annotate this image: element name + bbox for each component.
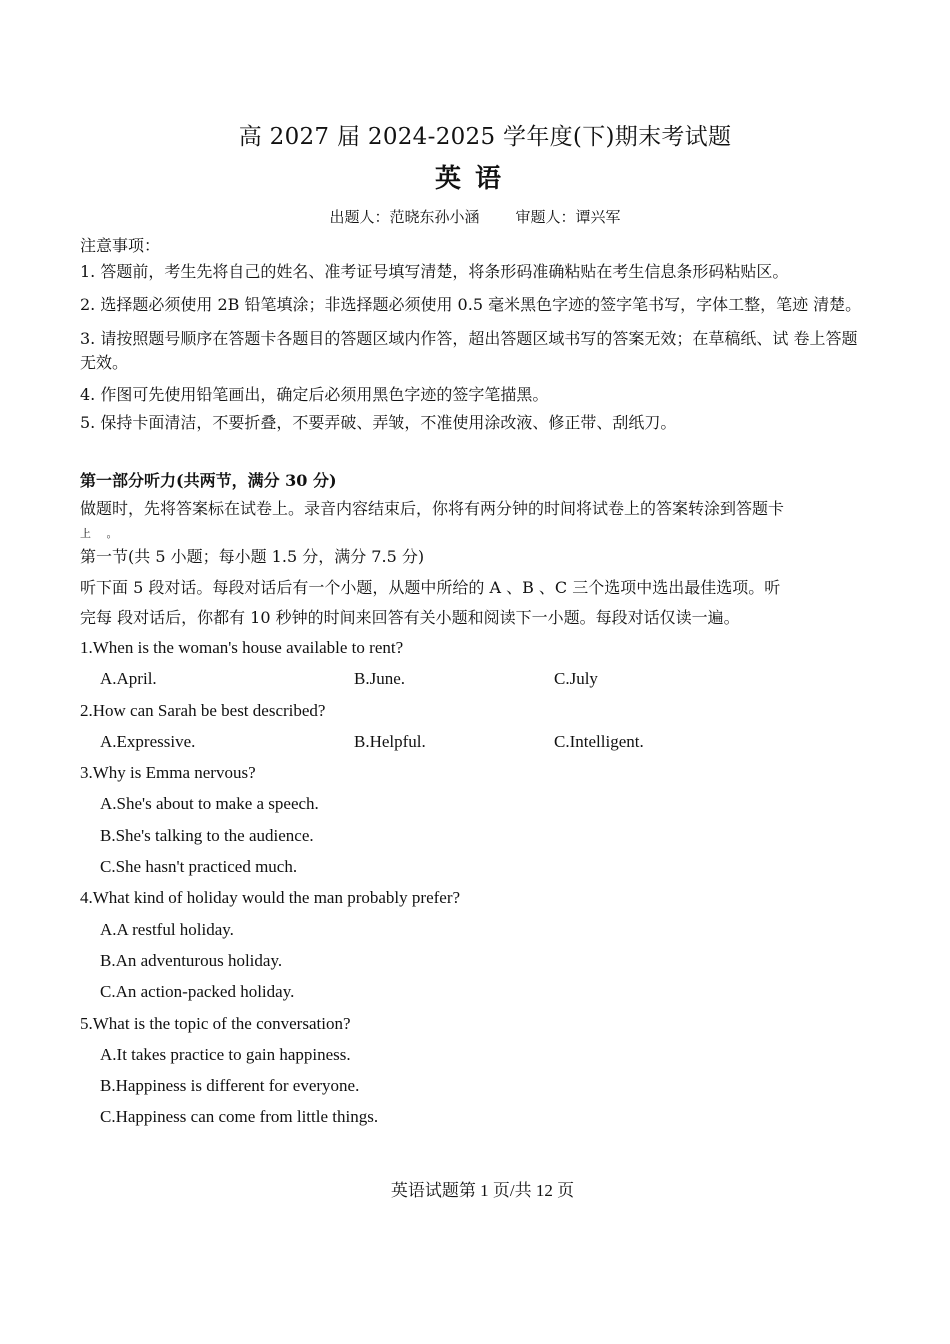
option-b: B.Happiness is different for everyone. [100, 1076, 360, 1096]
question-stem: 4.What kind of holiday would the man probably prefer? [80, 888, 461, 908]
question-stem: 2.How can Sarah be best described? [80, 700, 326, 720]
option-c: C.She hasn't practiced much. [100, 857, 298, 877]
subject-title: 英语 [434, 164, 515, 194]
options-row [80, 726, 870, 757]
question-4 [80, 882, 870, 1007]
option-b: B.She's talking to the audience. [100, 825, 314, 845]
option-c: C.An action-packed holiday. [100, 982, 295, 1002]
part1-instruction-tail-line [80, 523, 870, 543]
question-3 [80, 757, 870, 882]
notice-item-2: 2. 选择题必须使用 2B 铅笔填涂；非选择题必须使用 0.5 毫米黑色字迹的签字笔书写，字体工整，笔迹 清楚。 [80, 295, 862, 314]
option-c: C.Intelligent. [554, 731, 644, 751]
page-footer: 英语试题第 1 页/共 12 页 [390, 1181, 575, 1200]
options-row [80, 663, 870, 694]
section1-instruction-1: 听下面 5 段对话。每段对话后有一个小题，从题中所给的 A 、B 、C 三个选项中选出最佳选项。听 [80, 578, 781, 597]
question-5 [80, 1008, 870, 1133]
part1-instruction-tail: 上 。 [80, 527, 124, 540]
option-b: B.An adventurous holiday. [100, 950, 283, 970]
option-a: A.She's about to make a speech. [100, 794, 319, 814]
notice-heading: 注意事项： [80, 236, 161, 255]
question-1 [80, 632, 870, 695]
part1-instruction [80, 495, 870, 523]
notice-item-1: 1. 答题前，考生先将自己的姓名、准考证号填写清楚，将条形码准确粘贴在考生信息条形码粘贴区。 [80, 262, 789, 281]
question-2 [80, 695, 870, 758]
exam-body [80, 234, 870, 1133]
exam-title: 高 2027 届 2024-2025 学年度(下)期末考试题 [238, 124, 732, 150]
setters-text: 出题人：范晓东孙小涵 [329, 208, 480, 226]
question-stem: 5.What is the topic of the conversation? [80, 1013, 351, 1033]
option-b: B.Helpful. [354, 731, 426, 751]
reviewer-text: 审题人：谭兴军 [515, 208, 621, 226]
option-b: B.June. [354, 669, 405, 689]
option-c: C.Happiness can come from little things. [100, 1107, 379, 1127]
notice-item-5: 5. 保持卡面清洁，不要折叠，不要弄破、弄皱，不准使用涂改液、修正带、刮纸刀。 [80, 413, 677, 432]
question-stem: 1.When is the woman's house available to rent? [80, 638, 404, 657]
option-c: C.July [554, 669, 598, 689]
option-a: A.A restful holiday. [100, 919, 234, 939]
notice-item-3: 3. 请按照题号顺序在答题卡各题目的答题区域内作答，超出答题区域书写的答案无效；在草稿纸、试 卷上答题无效。 [80, 329, 858, 372]
option-a: A.Expressive. [100, 731, 196, 751]
option-a: A.April. [100, 669, 157, 689]
option-a: A.It takes practice to gain happiness. [100, 1044, 351, 1064]
part1-instruction-main: 做题时，先将答案标在试卷上。录音内容结束后，你将有两分钟的时间将试卷上的答案转涂到答题卡 [80, 499, 785, 518]
section1-instruction-2: 完每 段对话后，你都有 10 秒钟的时间来回答有关小题和阅读下一小题。每段对话仅读一遍。 [80, 608, 740, 627]
authors-line [0, 206, 950, 227]
section1-title: 第一节(共 5 小题；每小题 1.5 分，满分 7.5 分) [80, 547, 425, 566]
question-stem: 3.Why is Emma nervous? [80, 763, 256, 783]
notice-item-4: 4. 作图可先使用铅笔画出，确定后必须用黑色字迹的签字笔描黑。 [80, 385, 549, 404]
part1-title: 第一部分听力(共两节，满分 30 分) [80, 471, 337, 490]
